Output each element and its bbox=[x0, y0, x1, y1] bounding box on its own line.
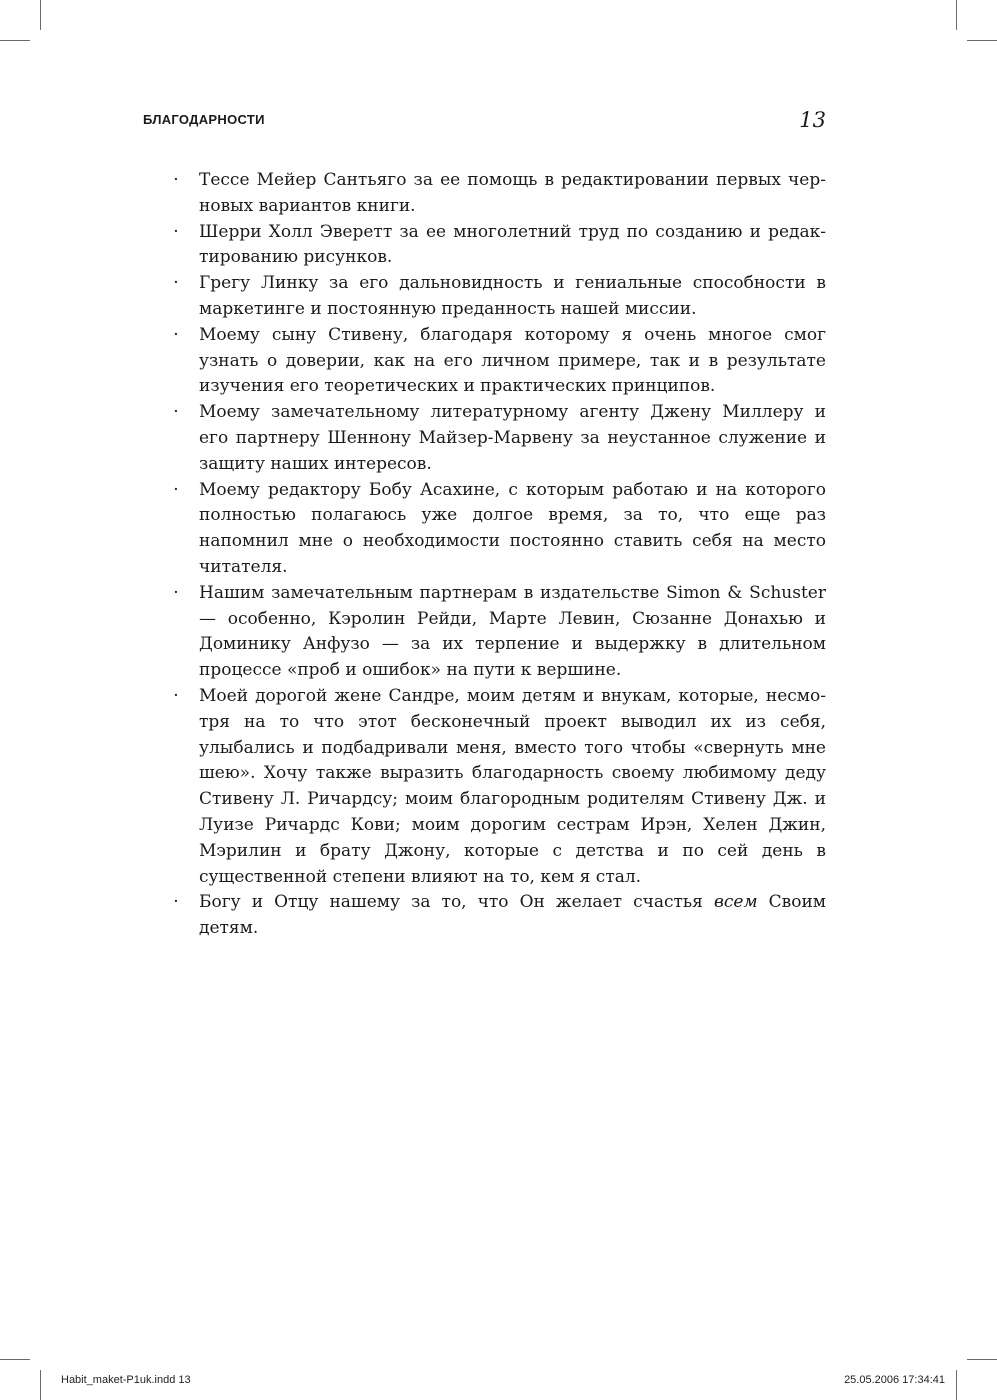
crop-mark-top-right-h bbox=[967, 40, 997, 41]
emphasis-text: всем bbox=[713, 892, 758, 913]
list-item-text: Моему сыну Стивену, благодаря которому я очень многое смог узнать о доверии, как на его личном примере, так и в результате изучения его теоретических и практических принципов. bbox=[199, 324, 826, 397]
list-item-text-before: Богу и Отцу нашему за то, что Он желает счастья bbox=[199, 892, 714, 913]
list-item bbox=[173, 323, 826, 400]
page-number: 13 bbox=[799, 108, 826, 132]
list-item-text: Шерри Холл Эверетт за ее многолетний труд по созданию и редактированию рисунков. bbox=[199, 221, 826, 268]
crop-mark-top-left bbox=[40, 0, 41, 30]
bullet: · bbox=[173, 479, 179, 500]
crop-mark-bottom-left bbox=[40, 1370, 41, 1400]
crop-mark-top-left-h bbox=[0, 40, 30, 41]
bullet: · bbox=[173, 892, 179, 913]
list-item-text: Моему редактору Бобу Асахине, с которым работаю и на которого полностью полагаюсь уже долгое время, за то, что еще раз напомнил мне о необходимости постоянно ставить себя на место читателя. bbox=[199, 479, 826, 577]
bullet: · bbox=[173, 273, 179, 294]
slug-timestamp: 25.05.2006 17:34:41 bbox=[844, 1374, 945, 1386]
bullet: · bbox=[173, 221, 179, 242]
list-item-text: Моей дорогой жене Сандре, моим детям и внукам, которые, несмотря на то что этот бесконечный проект выводил их из себя, улыбались и подбадривали меня, вместо того чтобы «свернуть мне шею». Хочу также выразить благодарность своему любимому деду Стивену Л. Ричардсу; моим благородным родителям Стивену Дж. и Луизе Ричардс Кови; моим дорогим сестрам Ирэн, Хелен Джин, Мэрилин и брату Джону, которые с детства и по сей день в существенной степени влияют на то, кем я стал. bbox=[199, 685, 826, 887]
bullet: · bbox=[173, 170, 179, 190]
bullet: · bbox=[173, 402, 179, 423]
list-item bbox=[173, 400, 826, 477]
list-item bbox=[173, 220, 826, 272]
list-item-text: Моему замечательному литературному агенту Джену Миллеру и его партнеру Шеннону Майзер-Марвену за неустанное служение и защиту наших интересов. bbox=[199, 402, 826, 474]
list-item-text: Нашим замечательным партнерам в издательстве Simon & Schuster — особенно, Кэролин Рейди, Марте Левин, Сюзанне Донахью и Доминику Анфузо — за их терпение и выдержку в длительном процессе «проб и ошибок» на пути к вершине. bbox=[199, 582, 826, 681]
running-head: БЛАГОДАРНОСТИ bbox=[143, 112, 265, 127]
list-item bbox=[173, 168, 826, 220]
bullet: · bbox=[173, 324, 179, 345]
list-item-text: Тессе Мейер Сантьяго за ее помощь в редактировании первых черновых вариантов книги. bbox=[199, 170, 826, 216]
list-item bbox=[173, 890, 826, 942]
list-item bbox=[173, 581, 826, 684]
slug-filename: Habit_maket-P1uk.indd 13 bbox=[61, 1374, 191, 1386]
bullet: · bbox=[173, 582, 179, 603]
crop-mark-bottom-left-h bbox=[0, 1359, 30, 1360]
list-item-text: Грегу Линку за его дальновидность и гениальные способности в маркетинге и постоянную преданность нашей миссии. bbox=[199, 273, 826, 319]
crop-mark-bottom-right-h bbox=[967, 1359, 997, 1360]
list-item bbox=[173, 271, 826, 323]
list-item bbox=[173, 684, 826, 890]
list-item bbox=[173, 478, 826, 581]
list-item-text-after: Своим детям. bbox=[199, 892, 826, 939]
crop-mark-bottom-right bbox=[956, 1370, 957, 1400]
acknowledgements-list bbox=[173, 168, 826, 942]
bullet: · bbox=[173, 685, 179, 706]
crop-mark-top-right bbox=[956, 0, 957, 30]
